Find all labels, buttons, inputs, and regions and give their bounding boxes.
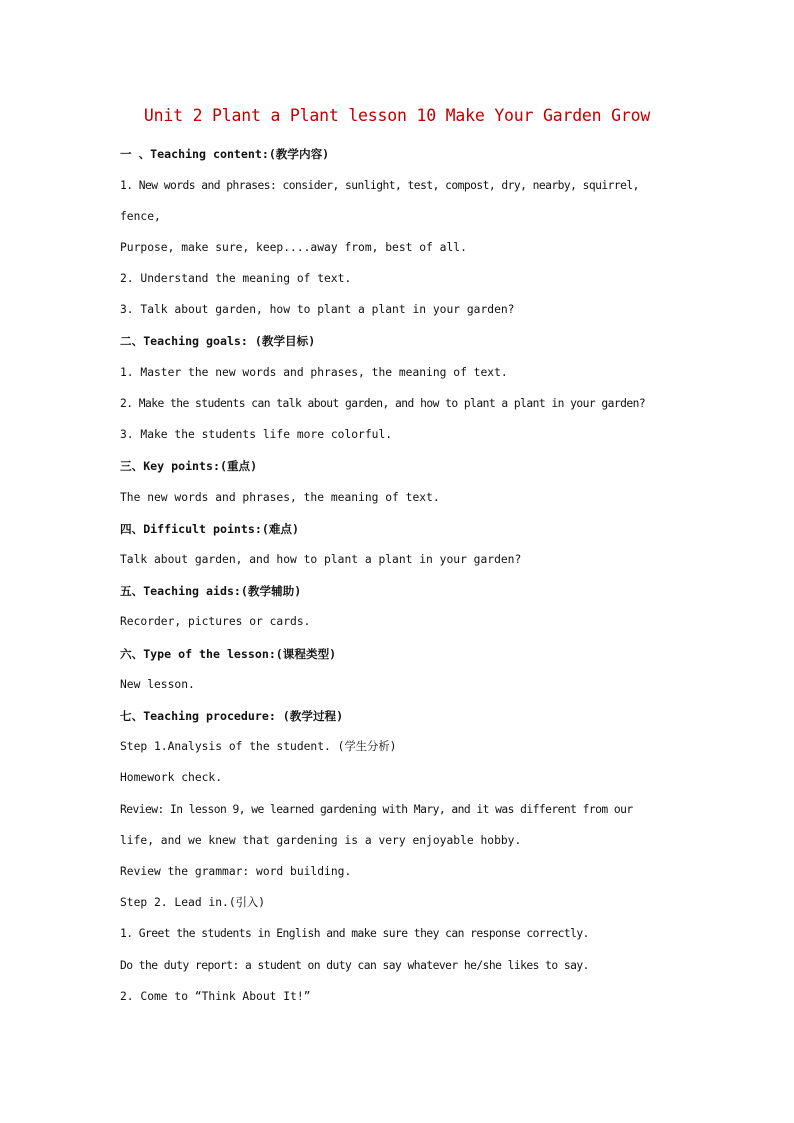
goals-line-2: 2. Make the students can talk about garden, and how to plant a plant in your garden? (120, 397, 646, 410)
procedure-line-4: life, and we knew that gardening is a very enjoyable hobby. (120, 834, 522, 847)
section-heading-difficult: 四、Difficult points:(难点) (120, 522, 299, 536)
difficult-line-1: Talk about garden, and how to plant a plant in your garden? (120, 553, 522, 566)
content-line-1: 1. New words and phrases: consider, sunlight, test, compost, dry, nearby, squirrel, (120, 179, 639, 192)
procedure-line-7: 1. Greet the students in English and make sure they can response correctly. (120, 927, 589, 940)
procedure-line-1: Step 1.Analysis of the student. (学生分析) (120, 740, 397, 753)
key-line-1: The new words and phrases, the meaning of text. (120, 491, 440, 504)
section-heading-type: 六、Type of the lesson:(课程类型) (120, 647, 337, 661)
section-heading-goals: 二、Teaching goals: (教学目标) (120, 334, 316, 348)
type-line-1: New lesson. (120, 678, 195, 691)
procedure-line-3: Review: In lesson 9, we learned gardening with Mary, and it was different from our (120, 803, 633, 816)
content-line-5: 3. Talk about garden, how to plant a plant in your garden? (120, 303, 515, 316)
goals-line-1: 1. Master the new words and phrases, the meaning of text. (120, 366, 508, 379)
aids-line-1: Recorder, pictures or cards. (120, 615, 311, 628)
section-heading-content: 一 、Teaching content:(教学内容) (120, 147, 330, 161)
content-line-2: fence, (120, 210, 161, 223)
content-line-3: Purpose, make sure, keep....away from, best of all. (120, 241, 467, 254)
procedure-line-6: Step 2. Lead in.(引入) (120, 896, 266, 909)
section-heading-key: 三、Key points:(重点) (120, 459, 258, 473)
procedure-line-2: Homework check. (120, 771, 223, 784)
procedure-line-9: 2. Come to “Think About It!” (120, 990, 311, 1003)
section-heading-procedure: 七、Teaching procedure: (教学过程) (120, 709, 344, 723)
goals-line-3: 3. Make the students life more colorful. (120, 428, 393, 441)
content-line-4: 2. Understand the meaning of text. (120, 272, 352, 285)
document-title: Unit 2 Plant a Plant lesson 10 Make Your Garden Grow (143, 106, 651, 125)
procedure-line-5: Review the grammar: word building. (120, 865, 352, 878)
section-heading-aids: 五、Teaching aids:(教学辅助) (120, 584, 302, 598)
procedure-line-8: Do the duty report: a student on duty can say whatever he/she likes to say. (120, 959, 589, 972)
